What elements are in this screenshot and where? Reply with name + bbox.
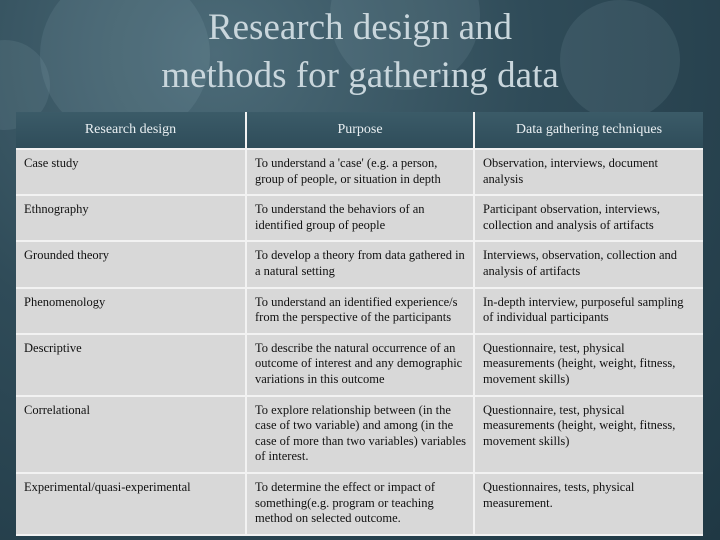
research-methods-table-container (16, 112, 703, 540)
cell-purpose: To determine the effect or impact of something(e.g. program or teaching method on selected outcome. (246, 473, 474, 535)
table-header-row (16, 112, 703, 149)
cell-purpose: To understand the behaviors of an identified group of people (246, 195, 474, 241)
header-purpose: Purpose (246, 112, 474, 149)
cell-research-design: Correlational (16, 396, 246, 473)
header-research-design: Research design (16, 112, 246, 149)
cell-techniques: Questionnaire, test, physical measurements (height, weight, fitness, movement skills) (474, 334, 703, 396)
table-row (16, 288, 703, 334)
cell-research-design: Phenomenology (16, 288, 246, 334)
research-methods-table (16, 112, 703, 536)
table-row (16, 334, 703, 396)
table-row (16, 241, 703, 287)
table-row (16, 149, 703, 195)
cell-techniques: Participant observation, interviews, collection and analysis of artifacts (474, 195, 703, 241)
cell-purpose: To describe the natural occurrence of an outcome of interest and any demographic variations in this outcome (246, 334, 474, 396)
cell-purpose: To understand an identified experience/s from the perspective of the participants (246, 288, 474, 334)
slide-title-line-1: Research design and (207, 7, 513, 48)
cell-techniques: Interviews, observation, collection and analysis of artifacts (474, 241, 703, 287)
cell-research-design: Experimental/quasi-experimental (16, 473, 246, 535)
table-row (16, 473, 703, 535)
cell-research-design: Case study (16, 149, 246, 195)
header-data-gathering-techniques: Data gathering techniques (474, 112, 703, 149)
slide-title (0, 4, 720, 100)
table-row (16, 195, 703, 241)
cell-techniques: Questionnaire, test, physical measurements (height, weight, fitness, movement skills) (474, 396, 703, 473)
cell-research-design: Descriptive (16, 334, 246, 396)
cell-purpose: To explore relationship between (in the case of two variable) and among (in the case of more than two variables) variables of interest. (246, 396, 474, 473)
slide-title-line-2: methods for gathering data (161, 55, 559, 96)
table-row (16, 396, 703, 473)
cell-research-design: Grounded theory (16, 241, 246, 287)
cell-techniques: In-depth interview, purposeful sampling of individual participants (474, 288, 703, 334)
cell-research-design: Ethnography (16, 195, 246, 241)
cell-purpose: To understand a 'case' (e.g. a person, group of people, or situation in depth (246, 149, 474, 195)
cell-techniques: Observation, interviews, document analysis (474, 149, 703, 195)
cell-purpose: To develop a theory from data gathered in a natural setting (246, 241, 474, 287)
cell-techniques: Questionnaires, tests, physical measurement. (474, 473, 703, 535)
